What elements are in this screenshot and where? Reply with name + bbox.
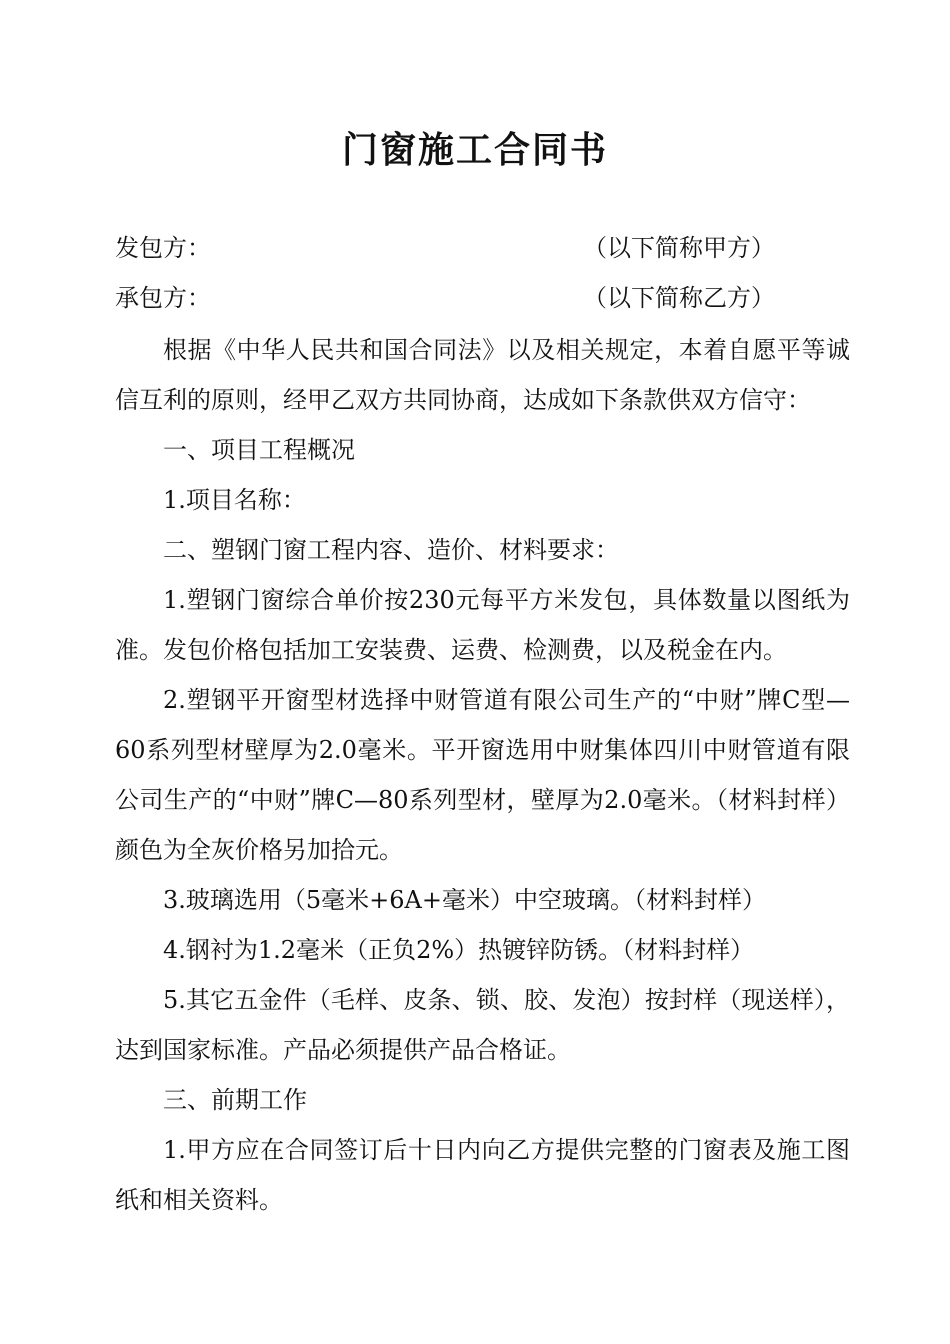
clause-glass: 3.玻璃选用（5毫米+6A+毫米）中空玻璃。（材料封样） bbox=[163, 886, 766, 914]
clause-profile-material: 2.塑钢平开窗型材选择中财管道有限公司生产的“中财”牌C型—60系列型材壁厚为2.0毫米。平开窗选用中财集体四川中财管道有限公司生产的“中财”牌C—80系列型材，壁厚为2.0毫米。（材料封样）颜色为全灰价格另加拾元。 bbox=[115, 686, 850, 864]
clause-drawings: 1.甲方应在合同签订后十日内向乙方提供完整的门窗表及施工图纸和相关资料。 bbox=[115, 1136, 850, 1214]
party-employer bbox=[115, 223, 840, 273]
intro-paragraph: 根据《中华人民共和国合同法》以及相关规定，本着自愿平等诚信互利的原则，经甲乙双方共同协商，达成如下条款供双方信守： bbox=[115, 336, 850, 414]
section-heading-overview: 一、项目工程概况 bbox=[163, 436, 355, 464]
party-employer-note: （以下简称甲方） bbox=[583, 234, 775, 262]
section-heading-preparation: 三、前期工作 bbox=[163, 1086, 307, 1114]
party-employer-label: 发包方： bbox=[115, 234, 211, 262]
clause-unit-price: 1.塑钢门窗综合单价按230元每平方米发包，具体数量以图纸为准。发包价格包括加工安装费、运费、检测费，以及税金在内。 bbox=[115, 586, 850, 664]
clause-project-name: 1.项目名称： bbox=[163, 486, 306, 514]
contract-body bbox=[115, 325, 850, 1225]
section-heading-content: 二、塑钢门窗工程内容、造价、材料要求： bbox=[163, 536, 619, 564]
party-contractor bbox=[115, 273, 840, 323]
party-contractor-label: 承包方： bbox=[115, 284, 211, 312]
party-contractor-note: （以下简称乙方） bbox=[583, 284, 775, 312]
clause-hardware: 5.其它五金件（毛样、皮条、锁、胶、发泡）按封样（现送样），达到国家标准。产品必须提供产品合格证。 bbox=[115, 986, 850, 1064]
document-title: 门窗施工合同书 bbox=[341, 129, 608, 171]
clause-steel-lining: 4.钢衬为1.2毫米（正负2%）热镀锌防锈。（材料封样） bbox=[163, 936, 755, 964]
